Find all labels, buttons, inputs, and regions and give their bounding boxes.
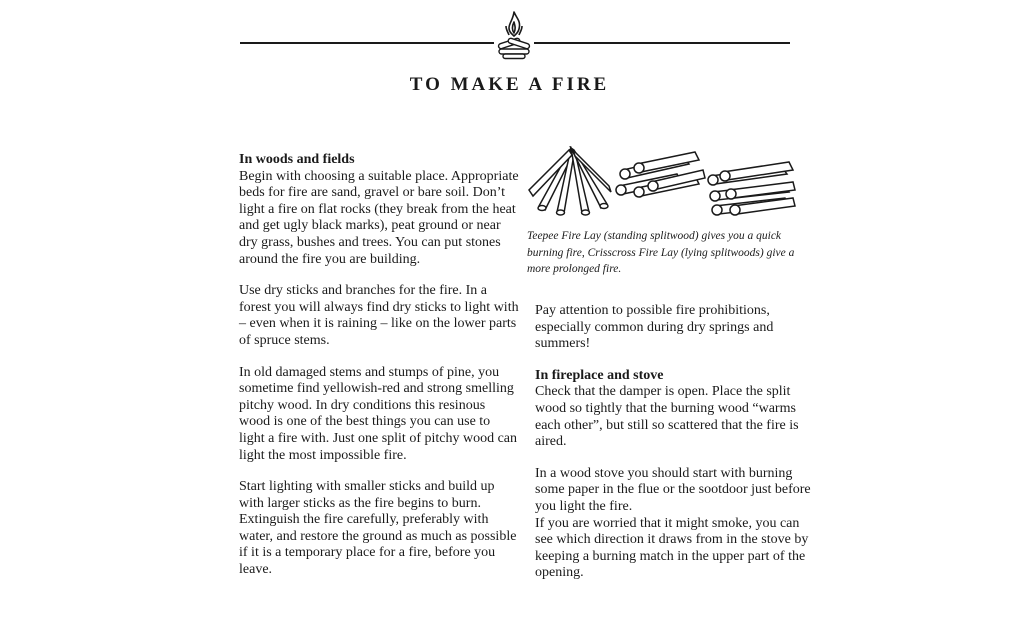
paragraph: If you are worried that it might smoke, you can see which direction it draws from in the stove by keeping a burning match in the upper part of the opening. [535,515,809,581]
paragraph: Use dry sticks and branches for the fire. In a forest you will always find dry sticks to light with – even when it is raining – like on the lower parts of spruce stems. [239,283,519,348]
page-title: TO MAKE A FIRE [409,74,610,95]
fire-prohibition-note: Pay attention to possible fire prohibitions, especially common during dry springs and summers! [535,303,774,352]
paragraph: Start lighting with smaller sticks and build up with larger sticks as the fire begins to burn. Extinguish the fire carefully, preferably with water, and restore the ground as much as possible if it is a temporary place for a fire, before you leave. [239,479,517,578]
header-rule-left [240,42,494,44]
teepee-fire-lay-icon [529,148,611,215]
paragraph: In old damaged stems and stumps of pine, you sometime find yellowish-red and strong smelling pitchy wood. In dry conditions this resinous wood is one of the best things you can use to light a fire with. Just one split of pitchy wood can light the most impossible fire. [239,364,518,463]
section-heading-fireplace: In fireplace and stove [535,367,664,383]
crisscross-fire-lay-icon [616,152,705,197]
right-column [535,303,815,597]
illustration-caption: Teepee Fire Lay (standing splitwood) gives you a quick burning fire, Crisscross Fire Lay (lying splitwoods) give a more prolonged fire. [527,230,795,275]
header-rule-right [534,42,790,44]
left-column [239,152,519,594]
paragraph: Begin with choosing a suitable place. Appropriate beds for fire are sand, gravel or bare soil. Don’t light a fire on flat rocks (they break from the heat and get ugly black marks), peat ground or near dry grass, bushes and trees. You can put stones around the fire you are building. [239,168,519,267]
fire-lay-illustration [527,146,797,220]
section-heading-woods: In woods and fields [239,152,355,167]
crisscross-fire-lay-stack-icon [708,162,795,215]
paragraph: Check that the damper is open. Place the split wood so tightly that the burning wood “warms each other”, but still so scattered that the fire is aired. [535,384,799,450]
paragraph: In a wood stove you should start with burning some paper in the flue or the sootdoor just before you light the fire. [535,465,811,514]
campfire-icon [494,10,534,60]
